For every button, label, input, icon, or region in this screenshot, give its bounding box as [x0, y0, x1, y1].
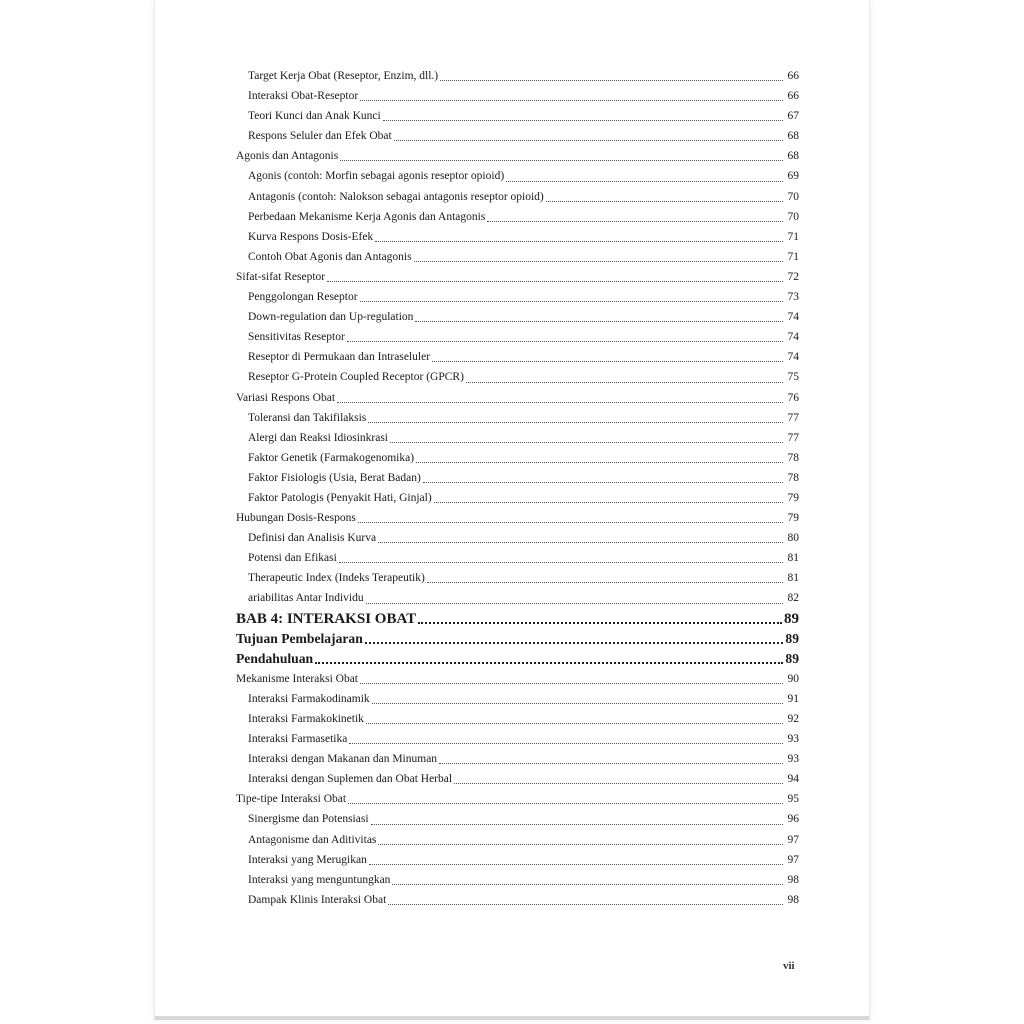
toc-entry-label: Pendahuluan: [236, 650, 314, 666]
toc-entry-label: Definisi dan Analisis Kurva: [248, 532, 377, 545]
toc-entry[interactable]: [236, 508, 799, 528]
toc-entry-page: 71: [787, 230, 799, 243]
dot-leader: [368, 421, 783, 423]
toc-entry-label: Interaksi dengan Suplemen dan Obat Herbal: [248, 773, 453, 786]
dot-leader: [358, 521, 783, 523]
toc-entry-page: 92: [787, 713, 799, 725]
toc-entry-label: Mekanisme Interaksi Obat: [236, 672, 358, 685]
dot-leader: [506, 180, 783, 182]
toc-entry[interactable]: [236, 207, 799, 227]
toc-entry-page: 93: [787, 733, 799, 746]
toc-entry-label: ariabilitas Antar Individu: [248, 592, 364, 605]
toc-entry-page: 68: [787, 150, 799, 163]
toc-entry-label: Interaksi yang menguntungkan: [248, 873, 391, 886]
toc-entry[interactable]: [236, 669, 799, 689]
toc-entry[interactable]: [236, 267, 799, 287]
toc-entry[interactable]: [236, 448, 799, 468]
page-number: vii: [783, 960, 795, 972]
toc-entry-page: 72: [787, 270, 799, 283]
toc-entry-page: 77: [787, 411, 799, 424]
toc-entry-label: Perbedaan Mekanisme Kerja Agonis dan Antagonis: [248, 210, 486, 223]
toc-entry-page: 78: [787, 451, 799, 464]
toc-entry-label: Interaksi Farmakodinamik: [248, 692, 370, 705]
toc-entry-page: 90: [787, 672, 799, 685]
toc-entry[interactable]: [236, 367, 799, 387]
dot-leader: [337, 401, 783, 403]
dot-leader: [414, 260, 783, 262]
toc-entry[interactable]: [236, 166, 799, 186]
toc-entry[interactable]: [236, 187, 799, 207]
toc-entry-page: 71: [787, 250, 799, 263]
dot-leader: [440, 79, 783, 81]
toc-entry[interactable]: [236, 548, 799, 568]
document-page: [154, 0, 870, 1020]
dot-leader: [390, 441, 783, 443]
toc-entry[interactable]: [236, 388, 799, 408]
toc-entry[interactable]: [236, 86, 799, 106]
toc-entry-label: Hubungan Dosis-Respons: [236, 512, 356, 525]
toc-entry-label: Interaksi Farmasetika: [248, 733, 348, 746]
toc-entry[interactable]: [236, 890, 799, 910]
toc-entry-page: 79: [787, 512, 799, 525]
toc-entry[interactable]: [236, 408, 799, 428]
toc-entry-label: Faktor Patologis (Penyakit Hati, Ginjal): [248, 491, 432, 504]
toc-entry-label: Alergi dan Reaksi Idiosinkrasi: [248, 431, 388, 444]
toc-entry[interactable]: [236, 629, 799, 649]
table-of-contents: [236, 66, 799, 910]
toc-entry[interactable]: [236, 488, 799, 508]
toc-entry[interactable]: [236, 809, 799, 829]
toc-entry-label: Sensitivitas Reseptor: [248, 331, 345, 344]
toc-entry-page: 89: [785, 650, 799, 666]
toc-entry-page: 94: [787, 773, 799, 786]
toc-entry-page: 98: [787, 893, 799, 906]
toc-entry[interactable]: [236, 870, 799, 890]
toc-entry-label: Tipe-tipe Interaksi Obat: [236, 793, 347, 806]
toc-entry-page: 66: [787, 90, 799, 103]
dot-leader: [416, 461, 783, 463]
dot-leader: [423, 481, 783, 483]
toc-entry[interactable]: [236, 428, 799, 448]
toc-entry-label: Therapeutic Index (Indeks Terapeutik): [248, 572, 425, 585]
dot-leader: [466, 381, 783, 383]
dot-leader: [454, 782, 783, 784]
toc-entry[interactable]: [236, 126, 799, 146]
toc-entry-label: Antagonisme dan Aditivitas: [248, 833, 377, 846]
toc-entry-page: 70: [787, 190, 799, 203]
dot-leader: [327, 280, 783, 282]
toc-entry[interactable]: [236, 789, 799, 809]
dot-leader: [360, 300, 783, 302]
toc-entry-page: 75: [787, 371, 799, 384]
dot-leader: [371, 823, 783, 825]
dot-leader: [392, 883, 783, 885]
toc-entry-page: 91: [787, 692, 799, 705]
toc-entry-label: Reseptor G-Protein Coupled Receptor (GPCR): [248, 371, 464, 384]
toc-entry-page: 76: [787, 391, 799, 404]
toc-entry-label: Toleransi dan Takifilaksis: [248, 411, 367, 424]
toc-entry[interactable]: [236, 689, 799, 709]
dot-leader: [487, 220, 783, 222]
toc-entry[interactable]: [236, 709, 799, 729]
toc-entry-page: 79: [787, 491, 799, 504]
toc-entry-label: Teori Kunci dan Anak Kunci: [248, 110, 381, 123]
dot-leader: [378, 843, 783, 845]
dot-leader: [347, 340, 783, 342]
toc-entry-label: Potensi dan Efikasi: [248, 552, 337, 565]
toc-entry-label: Tujuan Pembelajaran: [236, 630, 363, 646]
dot-leader: [394, 139, 783, 141]
toc-entry-label: Interaksi yang Merugikan: [248, 853, 367, 866]
toc-entry-page: 74: [787, 331, 799, 344]
dot-leader: [546, 200, 783, 202]
toc-entry-page: 96: [787, 813, 799, 826]
toc-entry[interactable]: [236, 106, 799, 126]
toc-entry[interactable]: [236, 468, 799, 488]
toc-entry[interactable]: [236, 307, 799, 327]
toc-entry-label: Sifat-sifat Reseptor: [236, 270, 326, 283]
toc-entry[interactable]: [236, 769, 799, 789]
dot-leader: [366, 722, 783, 724]
toc-entry-label: Dampak Klinis Interaksi Obat: [248, 893, 387, 906]
toc-entry-page: 97: [787, 833, 799, 846]
dot-leader: [340, 159, 783, 161]
toc-entry[interactable]: [236, 850, 799, 870]
toc-entry[interactable]: [236, 830, 799, 850]
toc-entry[interactable]: [236, 729, 799, 749]
toc-entry[interactable]: [236, 609, 799, 629]
toc-entry-page: 81: [787, 552, 799, 565]
dot-leader: [360, 99, 783, 101]
toc-entry-page: 67: [787, 110, 799, 123]
toc-entry[interactable]: [236, 287, 799, 307]
toc-entry-label: Agonis dan Antagonis: [236, 150, 339, 163]
toc-entry-page: 89: [784, 610, 799, 627]
toc-entry-page: 82: [787, 592, 799, 605]
dot-leader: [439, 762, 783, 764]
dot-leader: [372, 702, 783, 704]
toc-entry-page: 74: [787, 311, 799, 324]
toc-entry[interactable]: [236, 528, 799, 548]
toc-entry-label: Respons Seluler dan Efek Obat: [248, 130, 392, 143]
toc-entry-label: Kurva Respons Dosis-Efek: [248, 230, 374, 243]
dot-leader: [339, 561, 783, 563]
dot-leader: [434, 501, 783, 503]
dot-leader: [369, 863, 783, 865]
toc-entry-label: Target Kerja Obat (Reseptor, Enzim, dll.): [248, 70, 439, 82]
toc-entry[interactable]: [236, 568, 799, 588]
toc-entry-page: 95: [787, 793, 799, 806]
dot-leader: [432, 360, 783, 362]
dot-leader: [375, 240, 783, 242]
toc-entry-page: 80: [787, 532, 799, 545]
toc-entry-page: 77: [787, 431, 799, 444]
toc-entry[interactable]: [236, 146, 799, 166]
toc-entry-page: 69: [787, 170, 799, 183]
dot-leader: [388, 903, 783, 905]
dot-leader: [348, 802, 783, 804]
toc-entry-label: Interaksi dengan Makanan dan Minuman: [248, 753, 438, 766]
toc-entry-page: 97: [787, 853, 799, 866]
toc-entry-label: Faktor Fisiologis (Usia, Berat Badan): [248, 471, 421, 484]
toc-entry[interactable]: [236, 227, 799, 247]
toc-entry-label: Antagonis (contoh: Nalokson sebagai antagonis reseptor opioid): [248, 190, 544, 203]
dot-leader: [366, 602, 783, 604]
toc-entry-page: 70: [787, 210, 799, 223]
toc-entry-label: Interaksi Obat-Reseptor: [248, 90, 359, 103]
toc-entry-page: 98: [787, 873, 799, 886]
toc-entry[interactable]: [236, 347, 799, 367]
toc-entry-label: Down-regulation dan Up-regulation: [248, 311, 414, 324]
dot-leader: [378, 541, 783, 543]
dot-leader: [418, 621, 782, 624]
toc-entry-label: Sinergisme dan Potensiasi: [248, 813, 369, 826]
toc-entry-page: 73: [787, 291, 799, 304]
toc-entry-page: 68: [787, 130, 799, 143]
toc-entry-label: Agonis (contoh: Morfin sebagai agonis reseptor opioid): [248, 170, 505, 183]
dot-leader: [360, 682, 783, 684]
toc-entry-label: Penggolongan Reseptor: [248, 291, 358, 304]
toc-entry[interactable]: [236, 327, 799, 347]
toc-entry[interactable]: [236, 649, 799, 669]
dot-leader: [383, 119, 783, 121]
toc-entry-page: 66: [787, 70, 799, 82]
toc-entry[interactable]: [236, 588, 799, 608]
toc-entry-page: 89: [785, 630, 799, 646]
dot-leader: [415, 320, 783, 322]
toc-entry-page: 81: [787, 572, 799, 585]
toc-entry-page: 93: [787, 753, 799, 766]
dot-leader: [349, 742, 783, 744]
toc-entry-label: BAB 4: INTERAKSI OBAT: [236, 610, 417, 627]
toc-entry-label: Interaksi Farmakokinetik: [248, 713, 364, 725]
toc-entry[interactable]: [236, 749, 799, 769]
toc-entry[interactable]: [236, 66, 799, 86]
toc-entry-page: 78: [787, 471, 799, 484]
toc-entry-label: Contoh Obat Agonis dan Antagonis: [248, 250, 412, 263]
dot-leader: [365, 641, 783, 644]
toc-entry-page: 74: [787, 351, 799, 364]
toc-entry-label: Faktor Genetik (Farmakogenomika): [248, 451, 415, 464]
toc-entry-label: Reseptor di Permukaan dan Intraseluler: [248, 351, 431, 364]
dot-leader: [427, 581, 783, 583]
dot-leader: [315, 661, 783, 664]
toc-entry-label: Variasi Respons Obat: [236, 391, 336, 404]
toc-entry[interactable]: [236, 247, 799, 267]
